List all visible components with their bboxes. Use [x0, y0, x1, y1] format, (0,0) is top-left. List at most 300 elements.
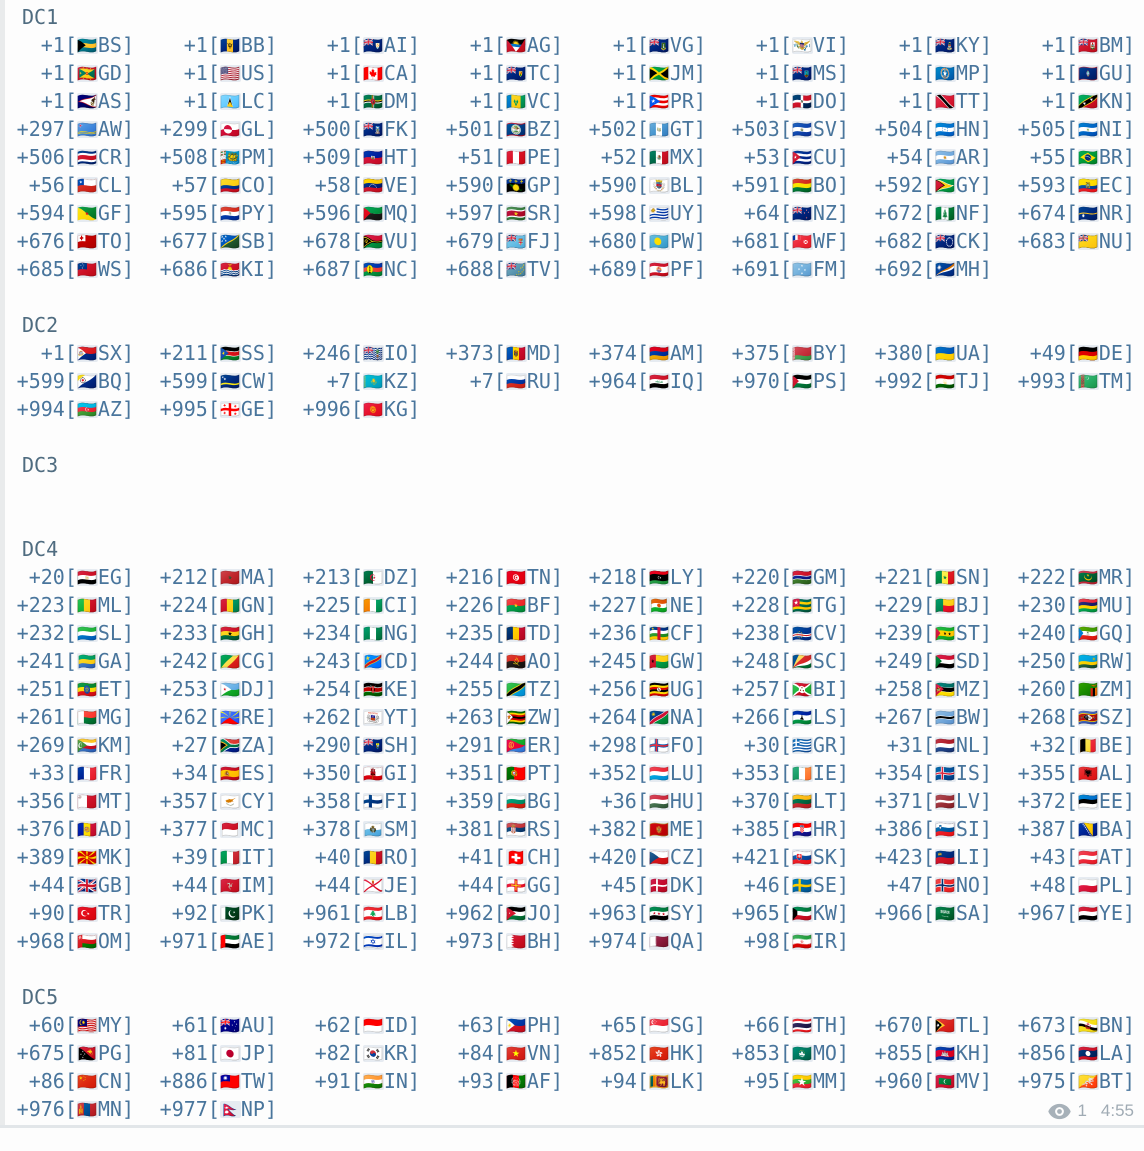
dial-code: +49[: [1029, 341, 1078, 365]
dial-code-entry-tg[interactable]: [715, 591, 858, 619]
dial-code-entry-sc[interactable]: [715, 647, 858, 675]
dial-code-entry-cu[interactable]: [715, 143, 858, 171]
dial-code: +251[: [16, 677, 77, 701]
dial-code-entry-mp[interactable]: [858, 59, 1001, 87]
dial-code-entry-ke[interactable]: [286, 675, 429, 703]
dial-code-entry-la[interactable]: [1001, 1039, 1144, 1067]
flag-icon-gh: 🇬🇭: [220, 625, 241, 642]
flag-icon-se: 🇸🇪: [792, 877, 813, 894]
dial-code-entry-td[interactable]: [429, 619, 572, 647]
dial-code-entry-mm[interactable]: [715, 1067, 858, 1095]
dial-code: +382[: [588, 817, 649, 841]
dial-code-entry-nl[interactable]: [858, 731, 1001, 759]
dial-code-entry-bh[interactable]: [429, 927, 572, 955]
flag-icon-ni: 🇳🇮: [1078, 121, 1099, 138]
dial-code-entry-rs[interactable]: [429, 815, 572, 843]
dial-code-entry-br[interactable]: [1001, 143, 1144, 171]
dial-code-entry-tj[interactable]: [858, 367, 1001, 395]
dial-code-entry-sh[interactable]: [286, 731, 429, 759]
dial-code-entry-ga[interactable]: [0, 647, 143, 675]
dial-code: +212[: [159, 565, 220, 589]
country-code: ER]: [526, 733, 563, 757]
dial-code-entry-au[interactable]: [143, 1011, 286, 1039]
dial-code-entry-gh[interactable]: [143, 619, 286, 647]
dial-code-entry-ru[interactable]: [429, 367, 572, 395]
dial-code-entry-dj[interactable]: [143, 675, 286, 703]
dial-code: +223[: [16, 593, 77, 617]
flag-icon-tc: 🇹🇨: [506, 65, 527, 82]
dial-code-entry-be[interactable]: [1001, 731, 1144, 759]
dial-code-entry-im[interactable]: [143, 871, 286, 899]
country-code: OM]: [97, 929, 134, 953]
dial-code-entry-ba[interactable]: [1001, 815, 1144, 843]
country-code: BQ]: [97, 369, 134, 393]
dial-code-entry-ms[interactable]: [715, 59, 858, 87]
dial-code-entry-li[interactable]: [858, 843, 1001, 871]
dial-code-entry-cv[interactable]: [715, 619, 858, 647]
dial-code: +290[: [302, 733, 363, 757]
dial-code: +670[: [874, 1013, 935, 1037]
section-dc1: [0, 3, 1144, 283]
dial-code-entry-gm[interactable]: [715, 563, 858, 591]
dial-code-entry-vg[interactable]: [572, 31, 715, 59]
dial-code-entry-pm[interactable]: [143, 143, 286, 171]
dial-code-entry-bf[interactable]: [429, 591, 572, 619]
dial-code-entry-mo[interactable]: [715, 1039, 858, 1067]
dial-code-entry-gb[interactable]: [0, 871, 143, 899]
dial-code-entry-md[interactable]: [429, 339, 572, 367]
dial-code-entry-dm[interactable]: [286, 87, 429, 115]
dial-code-entry-bm[interactable]: [1001, 31, 1144, 59]
flag-icon-tz: 🇹🇿: [506, 681, 527, 698]
country-code: SK]: [812, 845, 849, 869]
dial-code-entry-bj[interactable]: [858, 591, 1001, 619]
country-code: DE]: [1098, 341, 1135, 365]
dial-code-entry-zm[interactable]: [1001, 675, 1144, 703]
dial-code-entry-ky[interactable]: [858, 31, 1001, 59]
dial-code-entry-ee[interactable]: [1001, 787, 1144, 815]
dial-code-entry-iq[interactable]: [572, 367, 715, 395]
dial-code-entry-ly[interactable]: [572, 563, 715, 591]
dial-code-entry-ao[interactable]: [429, 647, 572, 675]
dial-code-entry-by[interactable]: [715, 339, 858, 367]
dial-code-entry-cw[interactable]: [143, 367, 286, 395]
dial-code: +53[: [743, 145, 792, 169]
flag-icon-ly: 🇱🇾: [649, 569, 670, 586]
dial-code-entry-tm[interactable]: [1001, 367, 1144, 395]
dial-code: +39[: [171, 845, 220, 869]
country-code: NL]: [955, 733, 992, 757]
dial-code-entry-my[interactable]: [0, 1011, 143, 1039]
dial-code-entry-ci[interactable]: [286, 591, 429, 619]
dial-code-entry-jm[interactable]: [572, 59, 715, 87]
dial-code-entry-nr[interactable]: [1001, 199, 1144, 227]
dial-code-entry-sl[interactable]: [0, 619, 143, 647]
dial-code-entry-bn[interactable]: [1001, 1011, 1144, 1039]
country-code: AU]: [240, 1013, 277, 1037]
dial-code-entry-hk[interactable]: [572, 1039, 715, 1067]
country-code: BO]: [812, 173, 849, 197]
dial-code-entry-ar[interactable]: [858, 143, 1001, 171]
dial-code-entry-py[interactable]: [143, 199, 286, 227]
country-code: JO]: [526, 901, 563, 925]
dial-code-entry-tt[interactable]: [858, 87, 1001, 115]
dial-code-entry-uy[interactable]: [572, 199, 715, 227]
dial-code-entry-fr[interactable]: [0, 759, 143, 787]
dial-code-entry-jp[interactable]: [143, 1039, 286, 1067]
dial-code-entry-mv[interactable]: [858, 1067, 1001, 1095]
flag-icon-sb: 🇸🇧: [220, 233, 241, 250]
dial-code-entry-mn[interactable]: [0, 1095, 143, 1123]
dial-code-entry-gn[interactable]: [143, 591, 286, 619]
country-code: WF]: [812, 229, 849, 253]
dial-code-entry-ht[interactable]: [286, 143, 429, 171]
dial-code-entry-to[interactable]: [0, 227, 143, 255]
dial-code-entry-al[interactable]: [1001, 759, 1144, 787]
dial-code-entry-sn[interactable]: [858, 563, 1001, 591]
dial-code-entry-kw[interactable]: [715, 899, 858, 927]
dial-code-entry-mx[interactable]: [572, 143, 715, 171]
dial-code-entry-lc[interactable]: [143, 87, 286, 115]
dial-code-entry-co[interactable]: [143, 171, 286, 199]
dial-code: +267[: [874, 705, 935, 729]
country-code: BZ]: [526, 117, 563, 141]
dial-code-entry-il[interactable]: [286, 927, 429, 955]
dial-code: +55[: [1029, 145, 1078, 169]
dial-code-entry-mq[interactable]: [286, 199, 429, 227]
dial-code-entry-nu[interactable]: [1001, 227, 1144, 255]
dial-code-entry-cr[interactable]: [0, 143, 143, 171]
dial-code-entry-ag[interactable]: [429, 31, 572, 59]
dial-code-entry-dk[interactable]: [572, 871, 715, 899]
dial-code-entry-sg[interactable]: [572, 1011, 715, 1039]
country-code: LB]: [383, 901, 420, 925]
dial-code-entry-ni[interactable]: [1001, 115, 1144, 143]
dial-code-entry-nc[interactable]: [286, 255, 429, 283]
dial-code-entry-sy[interactable]: [572, 899, 715, 927]
dial-code: +689[: [588, 257, 649, 281]
dial-code-entry-mu[interactable]: [1001, 591, 1144, 619]
dial-code-entry-tl[interactable]: [858, 1011, 1001, 1039]
dial-code-entry-lt[interactable]: [715, 787, 858, 815]
dial-code-entry-eg[interactable]: [0, 563, 143, 591]
dial-code-entry-mk[interactable]: [0, 843, 143, 871]
dial-code: +264[: [588, 705, 649, 729]
flag-icon-pl: 🇵🇱: [1078, 877, 1099, 894]
dial-code-entry-gu[interactable]: [1001, 59, 1144, 87]
dial-code-entry-lu[interactable]: [572, 759, 715, 787]
dial-code-entry-pf[interactable]: [572, 255, 715, 283]
dial-code-entry-ws[interactable]: [0, 255, 143, 283]
dial-code-entry-aw[interactable]: [0, 115, 143, 143]
dial-code-entry-si[interactable]: [858, 815, 1001, 843]
country-code: NO]: [955, 873, 992, 897]
flag-icon-mm: 🇲🇲: [792, 1073, 813, 1090]
dial-code-entry-sb[interactable]: [143, 227, 286, 255]
dial-code-entry-hu[interactable]: [572, 787, 715, 815]
country-code: PM]: [240, 145, 277, 169]
dial-code-entry-mz[interactable]: [858, 675, 1001, 703]
dial-code-entry-io[interactable]: [286, 339, 429, 367]
country-code: SD]: [955, 649, 992, 673]
dial-code-entry-ck[interactable]: [858, 227, 1001, 255]
dial-code-entry-fj[interactable]: [429, 227, 572, 255]
dial-code-entry-ss[interactable]: [143, 339, 286, 367]
dial-code-entry-vi[interactable]: [715, 31, 858, 59]
dial-code-entry-za[interactable]: [143, 731, 286, 759]
country-code: DM]: [383, 89, 420, 113]
dial-code-entry-pe[interactable]: [429, 143, 572, 171]
country-code: GU]: [1098, 61, 1135, 85]
dial-code-entry-kg[interactable]: [286, 395, 429, 423]
dial-code-entry-tw[interactable]: [143, 1067, 286, 1095]
dial-code-entry-cz[interactable]: [572, 843, 715, 871]
country-code: FM]: [812, 257, 849, 281]
dial-code-entry-cf[interactable]: [572, 619, 715, 647]
flag-icon-au: 🇦🇺: [220, 1017, 241, 1034]
dial-code-entry-np[interactable]: [143, 1095, 286, 1123]
flag-icon-bl: 🇧🇱: [649, 177, 670, 194]
flag-icon-bw: 🇧🇼: [935, 709, 956, 726]
flag-icon-eg: 🇪🇬: [77, 569, 98, 586]
dial-code: +1[: [40, 61, 77, 85]
dial-code-entry-at[interactable]: [1001, 843, 1144, 871]
dial-code-entry-dz[interactable]: [286, 563, 429, 591]
dial-code-entry-hn[interactable]: [858, 115, 1001, 143]
dial-code-entry-mg[interactable]: [0, 703, 143, 731]
dial-code-entry-tz[interactable]: [429, 675, 572, 703]
dial-code-entry-ma[interactable]: [143, 563, 286, 591]
dial-code-entry-sr[interactable]: [429, 199, 572, 227]
dial-code-entry-is[interactable]: [858, 759, 1001, 787]
country-code: IO]: [383, 341, 420, 365]
dial-code-entry-gy[interactable]: [858, 171, 1001, 199]
dial-code-entry-pw[interactable]: [572, 227, 715, 255]
dial-code-entry-sd[interactable]: [858, 647, 1001, 675]
dial-code-entry-kh[interactable]: [858, 1039, 1001, 1067]
flag-icon-gm: 🇬🇲: [792, 569, 813, 586]
dial-code-entry-bz[interactable]: [429, 115, 572, 143]
dial-code-entry-fm[interactable]: [715, 255, 858, 283]
dial-code-entry-id[interactable]: [286, 1011, 429, 1039]
dial-code-entry-cy[interactable]: [143, 787, 286, 815]
dial-code-entry-bi[interactable]: [715, 675, 858, 703]
dial-code-entry-ro[interactable]: [286, 843, 429, 871]
dial-code-entry-ie[interactable]: [715, 759, 858, 787]
dial-code-entry-ir[interactable]: [715, 927, 858, 955]
dial-code-entry-gt[interactable]: [572, 115, 715, 143]
dial-code-entry-tn[interactable]: [429, 563, 572, 591]
dial-code-entry-sx[interactable]: [0, 339, 143, 367]
dial-code-entry-lk[interactable]: [572, 1067, 715, 1095]
country-code: GE]: [240, 397, 277, 421]
dial-code-entry-nz[interactable]: [715, 199, 858, 227]
dial-code-entry-zw[interactable]: [429, 703, 572, 731]
country-code: CW]: [240, 369, 277, 393]
dial-code-entry-gq[interactable]: [1001, 619, 1144, 647]
dial-code-entry-er[interactable]: [429, 731, 572, 759]
dial-code-entry-bw[interactable]: [858, 703, 1001, 731]
dial-code-entry-as[interactable]: [0, 87, 143, 115]
dial-code-entry-ug[interactable]: [572, 675, 715, 703]
flag-icon-tn: 🇹🇳: [506, 569, 527, 586]
dial-code-entry-gl[interactable]: [143, 115, 286, 143]
dial-code-entry-in[interactable]: [286, 1067, 429, 1095]
flag-icon-il: 🇮🇱: [363, 933, 384, 950]
dial-code-entry-gg[interactable]: [429, 871, 572, 899]
dial-code-entry-ng[interactable]: [286, 619, 429, 647]
dial-code-entry-me[interactable]: [572, 815, 715, 843]
dial-code-entry-th[interactable]: [715, 1011, 858, 1039]
dial-code-entry-us[interactable]: [143, 59, 286, 87]
dial-code-entry-es[interactable]: [143, 759, 286, 787]
dial-code-entry-ae[interactable]: [143, 927, 286, 955]
dial-code-entry-az[interactable]: [0, 395, 143, 423]
dial-code-entry-bt[interactable]: [1001, 1067, 1144, 1095]
dial-code-entry-wf[interactable]: [715, 227, 858, 255]
dial-code-entry-bs[interactable]: [0, 31, 143, 59]
dial-code-entry-jo[interactable]: [429, 899, 572, 927]
dial-code-entry-pl[interactable]: [1001, 871, 1144, 899]
country-code: CY]: [240, 789, 277, 813]
dial-code-entry-ve[interactable]: [286, 171, 429, 199]
dial-code-entry-bg[interactable]: [429, 787, 572, 815]
dial-code-entry-st[interactable]: [858, 619, 1001, 647]
country-code: KR]: [383, 1041, 420, 1065]
dial-code-entry-af[interactable]: [429, 1067, 572, 1095]
flag-icon-lb: 🇱🇧: [363, 905, 384, 922]
dial-code-entry-bl[interactable]: [572, 171, 715, 199]
dial-code-entry-pr[interactable]: [572, 87, 715, 115]
dial-code-entry-re[interactable]: [143, 703, 286, 731]
dial-code-entry-vn[interactable]: [429, 1039, 572, 1067]
dial-code-entry-gi[interactable]: [286, 759, 429, 787]
country-code: PR]: [669, 89, 706, 113]
dial-code-entry-kn[interactable]: [1001, 87, 1144, 115]
country-code: EE]: [1098, 789, 1135, 813]
dial-code-entry-de[interactable]: [1001, 339, 1144, 367]
dial-code-entry-ai[interactable]: [286, 31, 429, 59]
dial-code: +30[: [743, 733, 792, 757]
country-code: JP]: [240, 1041, 277, 1065]
dial-code-entry-gf[interactable]: [0, 199, 143, 227]
dial-code-entry-kz[interactable]: [286, 367, 429, 395]
dial-code-entry-ad[interactable]: [0, 815, 143, 843]
dial-code-entry-mt[interactable]: [0, 787, 143, 815]
country-code: MA]: [240, 565, 277, 589]
dial-code: +420[: [588, 845, 649, 869]
dial-code-entry-sz[interactable]: [1001, 703, 1144, 731]
dial-code-entry-pt[interactable]: [429, 759, 572, 787]
country-code: FR]: [97, 761, 134, 785]
dial-code-entry-vu[interactable]: [286, 227, 429, 255]
dial-code-entry-ye[interactable]: [1001, 899, 1144, 927]
dial-code-entry-ne[interactable]: [572, 591, 715, 619]
dial-code-entry-pg[interactable]: [0, 1039, 143, 1067]
country-code: IS]: [955, 761, 992, 785]
dial-code-entry-nf[interactable]: [858, 199, 1001, 227]
dial-code-entry-tc[interactable]: [429, 59, 572, 87]
dial-code-entry-mc[interactable]: [143, 815, 286, 843]
dial-code-entry-rw[interactable]: [1001, 647, 1144, 675]
dial-code-entry-fo[interactable]: [572, 731, 715, 759]
dial-code-entry-gr[interactable]: [715, 731, 858, 759]
dial-code-entry-cg[interactable]: [143, 647, 286, 675]
dial-code: +1[: [755, 33, 792, 57]
dial-code-entry-je[interactable]: [286, 871, 429, 899]
section-header-dc3: DC3: [22, 453, 59, 477]
dial-code-entry-yt[interactable]: [286, 703, 429, 731]
dial-code-entry-bo[interactable]: [715, 171, 858, 199]
dial-code-entry-bq[interactable]: [0, 367, 143, 395]
dial-code-entry-mr[interactable]: [1001, 563, 1144, 591]
flag-icon-si: 🇸🇮: [935, 821, 956, 838]
dial-code: +269[: [16, 733, 77, 757]
dial-code-entry-ps[interactable]: [715, 367, 858, 395]
dial-code-entry-tv[interactable]: [429, 255, 572, 283]
dial-code-entry-lv[interactable]: [858, 787, 1001, 815]
dial-code-entry-hr[interactable]: [715, 815, 858, 843]
dial-code-entry-et[interactable]: [0, 675, 143, 703]
dial-code-entry-ls[interactable]: [715, 703, 858, 731]
flag-icon-ws: 🇼🇸: [77, 261, 98, 278]
dial-code-entry-om[interactable]: [0, 927, 143, 955]
flag-icon-ai: 🇦🇮: [363, 37, 384, 54]
flag-icon-nc: 🇳🇨: [363, 261, 384, 278]
dial-code-entry-am[interactable]: [572, 339, 715, 367]
dial-code-entry-do[interactable]: [715, 87, 858, 115]
dial-code-entry-gp[interactable]: [429, 171, 572, 199]
dial-code-entry-sk[interactable]: [715, 843, 858, 871]
dial-code-entry-gd[interactable]: [0, 59, 143, 87]
dial-code-entry-it[interactable]: [143, 843, 286, 871]
dial-code: +66[: [743, 1013, 792, 1037]
dial-code-entry-ki[interactable]: [143, 255, 286, 283]
dial-code-entry-mh[interactable]: [858, 255, 1001, 283]
dial-code-entry-fi[interactable]: [286, 787, 429, 815]
dial-code-entry-lb[interactable]: [286, 899, 429, 927]
dial-code: +352[: [588, 761, 649, 785]
dial-code-entry-km[interactable]: [0, 731, 143, 759]
dial-code-entry-cd[interactable]: [286, 647, 429, 675]
dial-code-entry-gw[interactable]: [572, 647, 715, 675]
dial-code-entry-se[interactable]: [715, 871, 858, 899]
dial-code-entry-sm[interactable]: [286, 815, 429, 843]
dial-code-entry-ua[interactable]: [858, 339, 1001, 367]
country-code: GY]: [955, 173, 992, 197]
dial-code-entry-ml[interactable]: [0, 591, 143, 619]
country-code: HU]: [669, 789, 706, 813]
dial-code-entry-cl[interactable]: [0, 171, 143, 199]
dial-code-entry-fk[interactable]: [286, 115, 429, 143]
dial-code-entry-ca[interactable]: [286, 59, 429, 87]
dial-code-entry-kr[interactable]: [286, 1039, 429, 1067]
dial-code-entry-tr[interactable]: [0, 899, 143, 927]
dial-code-entry-cn[interactable]: [0, 1067, 143, 1095]
dial-code-entry-pk[interactable]: [143, 899, 286, 927]
dial-code-entry-vc[interactable]: [429, 87, 572, 115]
dial-code-entry-ge[interactable]: [143, 395, 286, 423]
dial-code-entry-qa[interactable]: [572, 927, 715, 955]
dial-code-entry-bb[interactable]: [143, 31, 286, 59]
dial-code-entry-ch[interactable]: [429, 843, 572, 871]
dial-code-entry-ec[interactable]: [1001, 171, 1144, 199]
dial-code-entry-na[interactable]: [572, 703, 715, 731]
dial-code-entry-ph[interactable]: [429, 1011, 572, 1039]
dial-code-entry-sv[interactable]: [715, 115, 858, 143]
dial-code-entry-no[interactable]: [858, 871, 1001, 899]
dial-code-entry-sa[interactable]: [858, 899, 1001, 927]
